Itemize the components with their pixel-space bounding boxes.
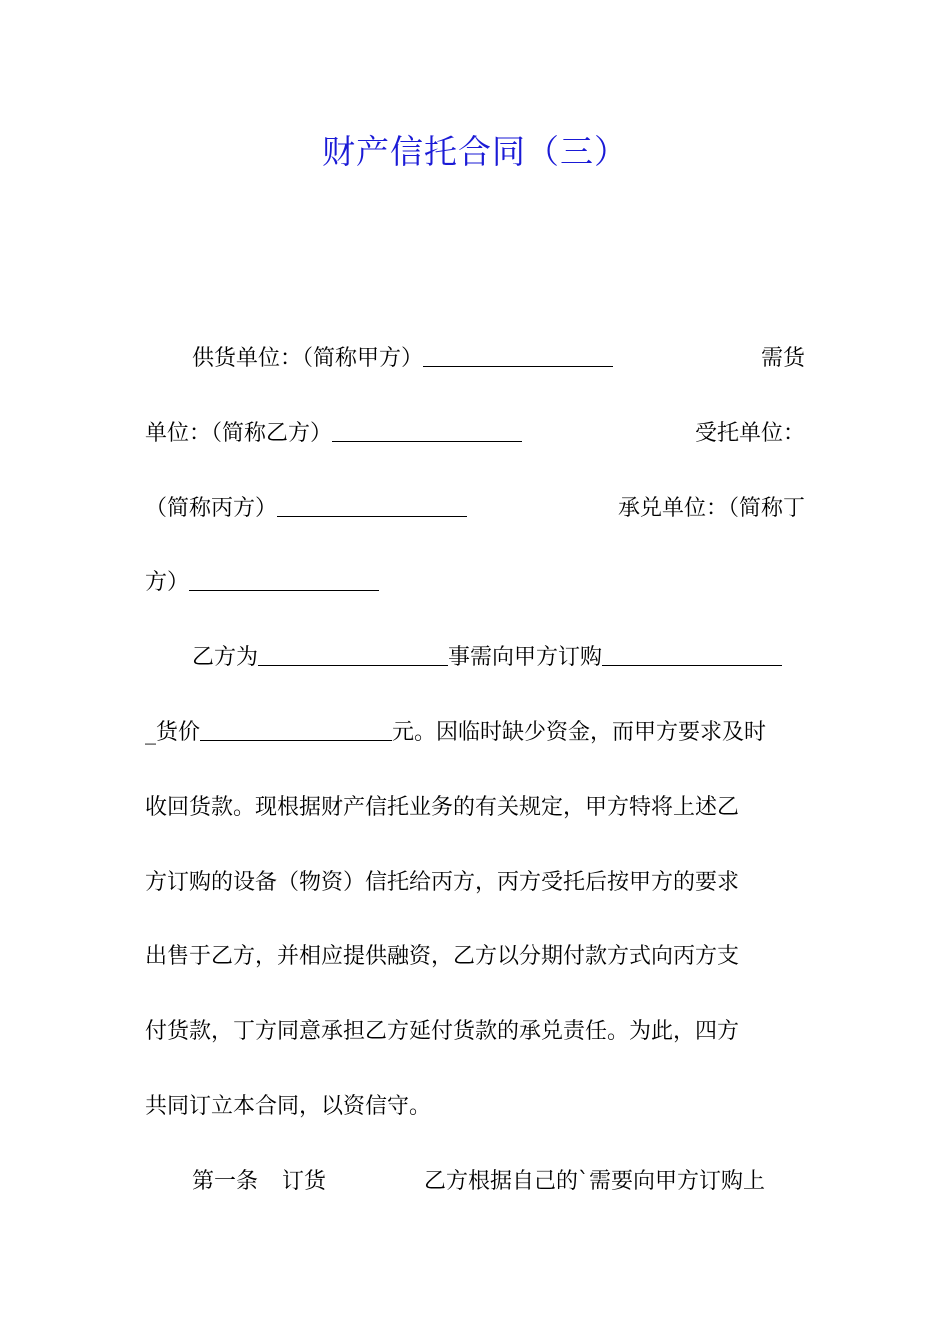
- paragraph2-line7: 共同订立本合同，以资信守。: [145, 1093, 432, 1119]
- p2-l2-a: _货价: [145, 719, 201, 745]
- article1-text: 乙方根据自己的`需要向甲方订购上: [424, 1168, 766, 1194]
- acceptor-label: 承兑单位：（简称丁: [617, 495, 805, 521]
- p2-l2-b: 元。因临时缺少资金，而甲方要求及时: [392, 719, 767, 745]
- supplier-blank: [423, 365, 613, 367]
- acceptor-suffix: 方）: [145, 570, 190, 596]
- paragraph1-line1: [145, 335, 805, 410]
- paragraph1-line4: [145, 559, 805, 634]
- paragraph2-line4: 方订购的设备（物资）信托给丙方，丙方受托后按甲方的要求: [145, 869, 740, 895]
- demander-prefix: 需货: [760, 346, 805, 371]
- paragraph2-line5: 出售于乙方，并相应提供融资，乙方以分期付款方式向丙方支: [145, 944, 740, 970]
- document-title: 财产信托合同（三）: [322, 132, 628, 171]
- trustee-blank: [277, 515, 467, 517]
- article1-heading: 订货: [282, 1168, 327, 1194]
- paragraph2-line3: 收回货款。现根据财产信托业务的有关规定，甲方特将上述乙: [145, 794, 740, 820]
- article1-number: 第一条: [192, 1168, 259, 1194]
- article1-line1: [145, 1158, 805, 1233]
- price-blank: [200, 739, 392, 741]
- trustee-label: 受托单位：: [694, 420, 805, 446]
- paragraph1-line3: [145, 485, 805, 560]
- paragraph2-line6: 付货款，丁方同意承担乙方延付货款的承兑责任。为此，四方: [145, 1019, 740, 1045]
- demander-label: 单位：（简称乙方）: [145, 420, 333, 446]
- paragraph2-line1: [145, 634, 805, 709]
- supplier-label: 供货单位：（简称甲方）: [192, 346, 424, 371]
- p2-l1-a: 乙方为: [192, 645, 259, 671]
- p2-l1-b: 事需向甲方订购: [448, 645, 603, 671]
- acceptor-blank: [189, 589, 379, 591]
- demander-blank: [332, 440, 522, 442]
- goods-blank: [602, 664, 782, 666]
- paragraph2-line2: [145, 709, 805, 784]
- document-body: [145, 335, 805, 1233]
- paragraph1-line2: [145, 410, 805, 485]
- trustee-abbr: （简称丙方）: [145, 495, 278, 521]
- purpose-blank: [258, 664, 448, 666]
